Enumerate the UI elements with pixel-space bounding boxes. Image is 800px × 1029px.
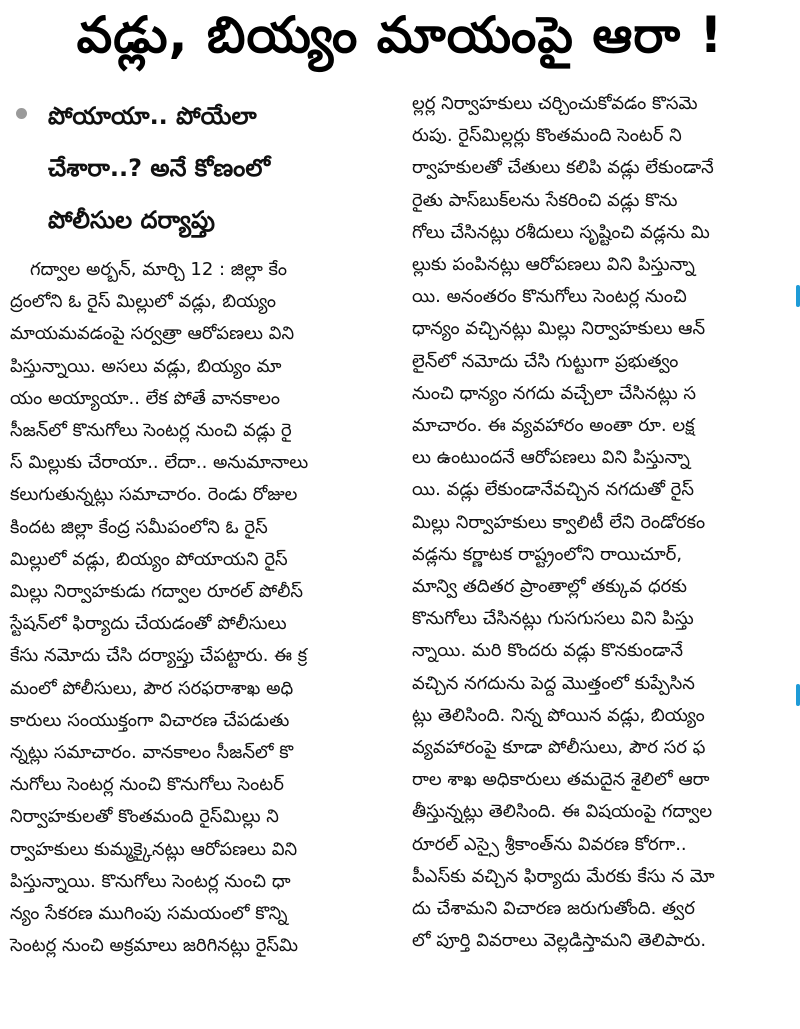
body-line: మిల్లు నిర్వాహకులు క్వాలిటీ లేని రెండోరకం bbox=[412, 511, 706, 533]
body-line: న్యం సేకరణ ముగింపు సమయంలో కొన్ని bbox=[10, 903, 288, 925]
body-line: ల్లుకు పంపినట్లు ఆరోపణలు విని పిస్తున్నా bbox=[412, 254, 695, 276]
headline: వడ్లు, బియ్యం మాయంపై ఆరా ! bbox=[76, 5, 724, 64]
body-line: యి. వడ్లు లేకుండానేవచ్చిన నగదుతో రైస్ bbox=[412, 479, 694, 501]
body-line: కారులు సంయుక్తంగా విచారణ చేపడుతు bbox=[10, 709, 290, 731]
body-line: స్ మిల్లుకు చేరాయా.. లేదా.. అనుమానాలు bbox=[10, 452, 309, 474]
body-line: సెంటర్ల నుంచి అక్రమాలు జరిగినట్లు రైస్‌మి bbox=[10, 935, 299, 957]
body-line: కలుగుతున్నట్లు సమాచారం. రెండు రోజుల bbox=[10, 484, 298, 506]
left-body-text bbox=[10, 254, 396, 962]
body-line: కొనుగోలు చేసినట్లు గుసగుసలు విని పిస్తు bbox=[412, 608, 694, 630]
body-line: మిల్లులో వడ్లు, బియ్యం పోయాయని రైస్ bbox=[10, 548, 288, 570]
left-column bbox=[10, 90, 396, 962]
body-line: స్టేషన్‌లో ఫిర్యాదు చేయడంతో పోలీసులు bbox=[10, 613, 287, 635]
body-line: మిల్లు నిర్వాహకుడు గద్వాల రూరల్ పోలీస్ bbox=[10, 581, 304, 603]
body-line: పిస్తున్నాయి. కొనుగోలు సెంటర్ల నుంచి ధా bbox=[10, 870, 291, 892]
body-line: గోలు చేసినట్లు రశీదులు సృష్టించి వడ్లను మి bbox=[412, 221, 710, 243]
body-line: గద్వాల అర్బన్, మార్చి 12 : జిల్లా కేం bbox=[30, 259, 288, 280]
right-body-text bbox=[412, 88, 794, 957]
subheading-line: చేశారా..? అనే కోణంలో bbox=[48, 154, 271, 182]
body-line: ల్లర్ల నిర్వాహకులు చర్చించుకోవడం కొసమె bbox=[412, 93, 698, 114]
body-line: వచ్చిన నగదును పెద్ద మొత్తంలో కుప్పేసిన bbox=[412, 672, 695, 694]
body-line: మాన్వి తదితర ప్రాంతాల్లో తక్కువ ధరకు bbox=[412, 576, 687, 598]
body-line: ద్రంలోని ఓ రైస్ మిల్లులో వడ్లు, బియ్యం bbox=[10, 291, 277, 313]
body-line: రుపు. రైస్‌మిల్లర్లు కొంతమంది సెంటర్ ని bbox=[412, 125, 682, 147]
body-line: న్నాయి. మరి కొందరు వడ్లు కొనకుండానే bbox=[412, 640, 684, 662]
body-line: కిందట జిల్లా కేంద్ర సమీపంలోని ఓ రైస్ bbox=[10, 516, 268, 538]
body-line: కేసు నమోదు చేసి దర్యాప్తు చేపట్టారు. ఈ క్ర bbox=[10, 645, 308, 667]
body-line: ర్వాహకులతో చేతులు కలిపి వడ్లు లేకుండానే bbox=[412, 157, 714, 179]
body-line: ట్లు తెలిసింది. నిన్న పోయిన వడ్లు, బియ్యం bbox=[412, 704, 705, 726]
body-line: వడ్లను కర్ణాటక రాష్ట్రంలోని రాయిచూర్, bbox=[412, 543, 683, 565]
body-line: రాల శాఖ అధికారులు తమదైన శైలిలో ఆరా bbox=[412, 769, 710, 791]
body-line: వ్యవహారంపై కూడా పోలీసులు, పౌర సర ఫ bbox=[412, 737, 706, 759]
body-line: యి. అనంతరం కొనుగోలు సెంటర్ల నుంచి bbox=[412, 286, 687, 308]
subheading bbox=[10, 90, 396, 246]
body-line: సీజన్‌లో కొనుగోలు సెంటర్ల నుంచి వడ్లు రై bbox=[10, 420, 292, 442]
body-line: మంలో పోలీసులు, పౌర సరఫరాశాఖ అధి bbox=[10, 677, 294, 699]
body-line: లైన్‌లో నమోదు చేసి గుట్టుగా ప్రభుత్వం bbox=[412, 350, 679, 372]
body-line: మాయమవడంపై సర్వత్రా ఆరోపణలు విని bbox=[10, 323, 295, 345]
body-line: నిర్వాహకులతో కొంతమంది రైస్‌మిల్లు ని bbox=[10, 806, 279, 828]
body-line: న్నట్లు సమాచారం. వానకాలం సీజన్‌లో కొ bbox=[10, 742, 294, 764]
page-edge-marker bbox=[796, 285, 800, 307]
body-line: యం అయ్యాయా.. లేక పోతే వానకాలం bbox=[10, 387, 281, 409]
subheading-line: పోలీసుల దర్యాప్తు bbox=[48, 206, 215, 234]
page-edge-marker bbox=[796, 684, 800, 706]
body-line: నుగోలు సెంటర్ల నుంచి కొనుగోలు సెంటర్ bbox=[10, 774, 284, 796]
body-line: రైతు పాస్‌బుక్‌లను సేకరించి వడ్లు కొను bbox=[412, 189, 678, 211]
body-line: తీస్తున్నట్లు తెలిసింది. ఈ విషయంపై గద్వాల bbox=[412, 801, 713, 823]
body-line: పిస్తున్నాయి. అసలు వడ్లు, బియ్యం మా bbox=[10, 355, 282, 377]
body-line: లో పూర్తి వివరాలు వెల్లడిస్తామని తెలిపారు. bbox=[412, 930, 707, 952]
bullet-icon bbox=[16, 108, 27, 119]
body-line: దు చేశామని విచారణ జరుగుతోంది. త్వర bbox=[412, 898, 695, 920]
body-line: రూరల్ ఎస్సై శ్రీకాంత్‌ను వివరణ కోరగా.. bbox=[412, 833, 687, 855]
subheading-line: పోయాయా.. పోయేలా bbox=[48, 102, 257, 130]
body-line: ధాన్యం వచ్చినట్లు మిల్లు నిర్వాహకులు ఆన్ bbox=[412, 318, 706, 340]
body-line: లు ఉంటుందనే ఆరోపణలు విని పిస్తున్నా bbox=[412, 447, 690, 469]
right-column bbox=[412, 88, 794, 957]
body-line: మాచారం. ఈ వ్యవహారం అంతా రూ. లక్ష bbox=[412, 415, 695, 437]
body-line: పీఎస్‌కు వచ్చిన ఫిర్యాదు మేరకు కేసు న మో bbox=[412, 865, 715, 887]
body-line: నుంచి ధాన్యం నగదు వచ్చేలా చేసినట్లు స bbox=[412, 382, 697, 404]
body-line: ర్వాహకులు కుమ్మక్కైనట్లు ఆరోపణలు విని bbox=[10, 838, 298, 860]
